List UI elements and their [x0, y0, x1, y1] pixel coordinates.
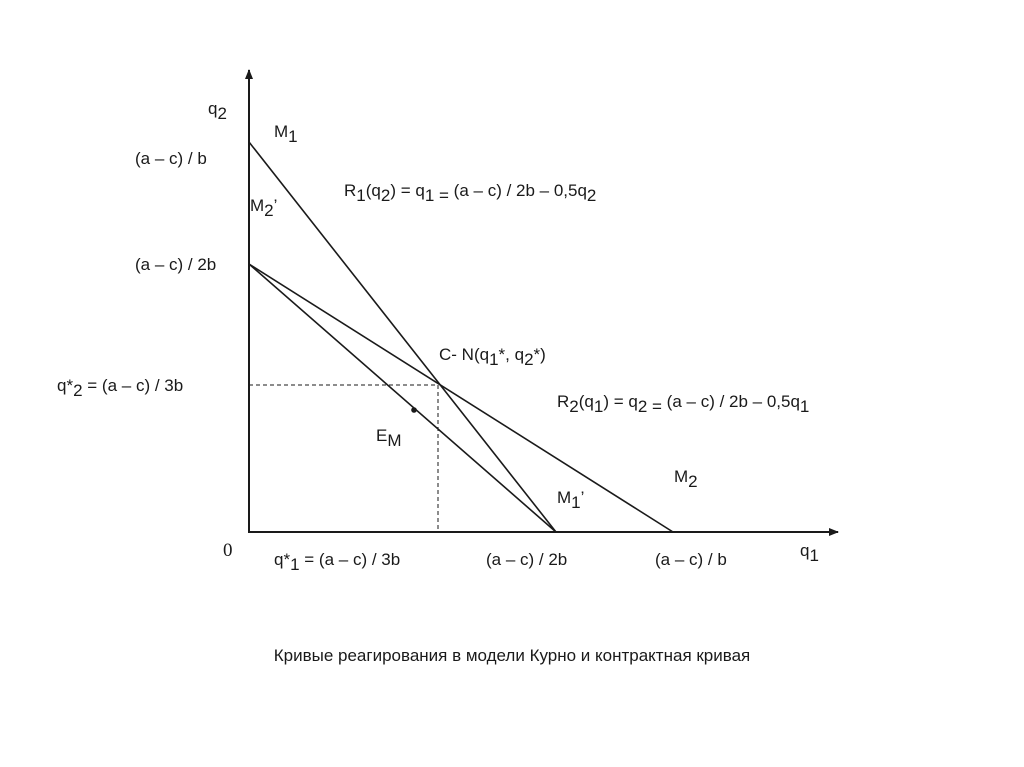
label-cournot-nash-point: C- N(q1*, q2*) [439, 345, 546, 369]
y-tick-q2-star: q*2 = (a – c) / 3b [57, 376, 184, 400]
x-tick-a-c-over-b: (a – c) / b [655, 550, 727, 569]
reaction-curve-r1-m1 [249, 142, 556, 532]
point-em [411, 407, 417, 413]
origin-label: 0 [223, 540, 233, 561]
y-tick-a-c-over-2b: (a – c) / 2b [135, 255, 217, 274]
label-em: EM [376, 426, 402, 450]
label-m2: M2 [674, 467, 698, 491]
label-m2-prime: M2’ [250, 196, 278, 220]
x-axis-label: q1 [800, 541, 819, 565]
y-axis-label: q2 [208, 99, 227, 123]
figure-caption: Кривые реагирования в модели Курно и контрактная кривая [273, 646, 751, 665]
equation-r2: R2(q1) = q2 = (a – c) / 2b – 0,5q1 [557, 392, 810, 416]
label-m1: M1 [274, 122, 298, 146]
contract-curve-m2prime-m1prime [249, 264, 556, 532]
y-tick-a-c-over-b: (a – c) / b [135, 149, 207, 168]
x-tick-a-c-over-2b: (a – c) / 2b [486, 550, 568, 569]
label-m1-prime: M1’ [557, 488, 585, 512]
x-tick-q1-star: q*1 = (a – c) / 3b [274, 550, 401, 574]
equation-r1: R1(q2) = q1 = (a – c) / 2b – 0,5q2 [344, 181, 597, 205]
